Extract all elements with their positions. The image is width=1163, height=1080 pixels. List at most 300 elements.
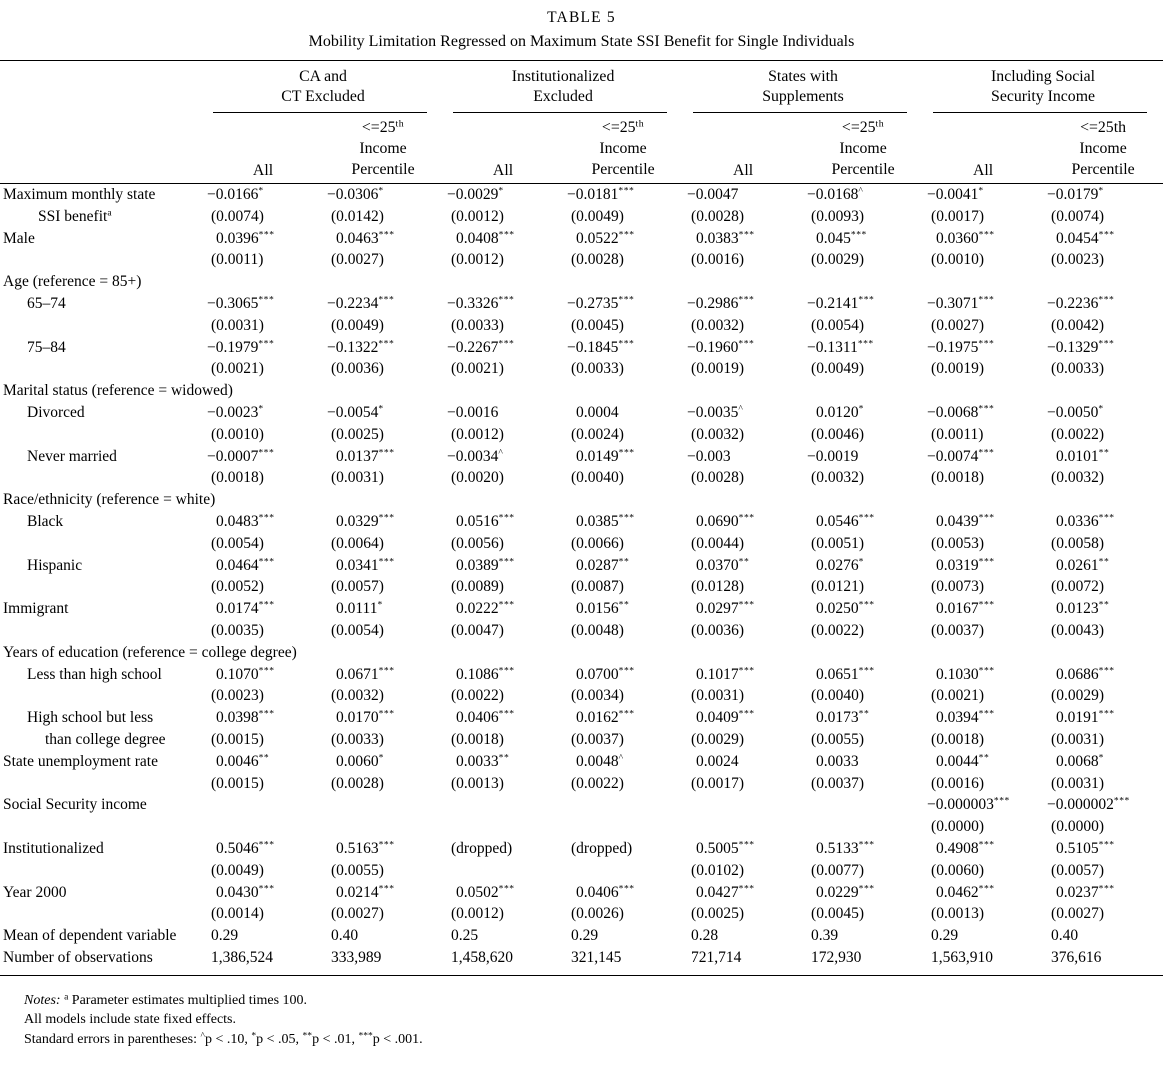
- th-superscript: th: [875, 118, 885, 130]
- se-cell: (0.0027): [1051, 905, 1104, 923]
- row-label: Black: [27, 512, 64, 530]
- significance-marker: ***: [978, 403, 995, 415]
- coef-cell: 0.0464***: [216, 556, 275, 574]
- column-group-row: [0, 61, 1163, 114]
- significance-marker: ***: [498, 556, 515, 568]
- coef-cell: [203, 794, 323, 816]
- coef-cell: 0.0214***: [336, 883, 395, 901]
- significance-marker: *: [1098, 752, 1104, 764]
- significance-marker: ***: [378, 338, 395, 350]
- significance-marker: *: [377, 599, 383, 611]
- se-cell: (0.0128): [691, 578, 744, 596]
- se-cell: (0.0031): [211, 316, 264, 334]
- coef-cell: 0.0406***: [456, 708, 515, 727]
- se-cell: (0.0042): [1051, 316, 1104, 334]
- coef-cell: (dropped): [451, 839, 513, 857]
- significance-marker: *: [978, 185, 984, 197]
- coef-cell: −0.0168^: [807, 185, 864, 203]
- coef-cell: −0.2234***: [327, 294, 395, 312]
- coef-cell: [683, 794, 803, 816]
- section-row: [0, 271, 1163, 293]
- se-cell: (0.0031): [691, 687, 744, 705]
- coefficient-row: [0, 838, 1163, 860]
- significance-marker: ***: [1113, 796, 1130, 808]
- coef-cell: 0.0261**: [1056, 556, 1110, 574]
- coef-cell: 0.0068*: [1056, 752, 1104, 770]
- significance-marker: ***: [738, 665, 755, 677]
- se-cell: (0.0048): [571, 621, 624, 639]
- significance-marker: **: [618, 599, 630, 611]
- coef-cell: 0.0167***: [936, 599, 995, 618]
- coef-cell: 0.0149***: [576, 447, 635, 465]
- coef-cell: 0.0686***: [1056, 665, 1115, 683]
- subcolumn-row: [0, 113, 1163, 184]
- coefficient-row: [0, 293, 1163, 315]
- se-cell: (0.0044): [691, 534, 744, 552]
- se-cell: (0.0022): [1051, 425, 1104, 443]
- se-cell: (0.0045): [811, 905, 864, 923]
- significance-marker: ***: [978, 229, 995, 241]
- se-cell: (0.0028): [331, 774, 384, 792]
- se-cell: (0.0066): [571, 534, 624, 552]
- se-cell: (0.0054): [211, 534, 264, 552]
- coef-cell: 0.045***: [816, 229, 867, 247]
- se-cell: (0.0012): [451, 207, 504, 225]
- significance-marker: ***: [1098, 708, 1115, 720]
- section-row: [0, 642, 1163, 664]
- significance-marker: **: [858, 708, 870, 720]
- se-cell: (0.0036): [331, 360, 384, 378]
- se-cell: (0.0010): [211, 425, 264, 443]
- se-cell: (0.0142): [331, 207, 384, 225]
- coef-cell: 0.0174***: [216, 599, 275, 618]
- significance-marker: ***: [1098, 839, 1115, 851]
- se-cell: (0.0035): [211, 621, 264, 639]
- se-cell: (0.0089): [451, 578, 504, 596]
- section-row: [0, 380, 1163, 402]
- note-superscript: *: [251, 1030, 257, 1041]
- coef-cell: 0.0229***: [816, 883, 875, 901]
- note-line: Standard errors in parentheses: ^p < .10, *p < .05, **p < .01, ***p < .001.: [24, 1030, 423, 1047]
- coefficient-row: [0, 228, 1163, 250]
- significance-marker: *: [858, 556, 864, 568]
- significance-marker: ^: [738, 403, 744, 415]
- significance-marker: ***: [378, 839, 395, 851]
- se-cell: (0.0046): [811, 425, 864, 443]
- significance-marker: *: [1098, 403, 1104, 415]
- coef-cell: 0.0439***: [936, 512, 995, 530]
- coef-cell: −0.1975***: [927, 338, 995, 356]
- stat-cell: 1,563,910: [923, 947, 1043, 975]
- subcol-percentile-3: <=25th Income Percentile: [803, 113, 923, 184]
- stderr-row: [0, 773, 1163, 795]
- significance-marker: ***: [378, 665, 395, 677]
- coefficient-row: [0, 882, 1163, 904]
- significance-marker: *: [378, 185, 384, 197]
- se-cell: (0.0022): [811, 621, 864, 639]
- significance-marker: ***: [738, 512, 755, 524]
- se-cell: (0.0057): [1051, 861, 1104, 879]
- se-cell: (0.0018): [931, 730, 984, 748]
- coef-cell: [323, 794, 443, 816]
- subcol-percentile-2: <=25th Income Percentile: [563, 113, 683, 184]
- se-cell: (0.0020): [451, 469, 504, 487]
- coef-cell: −0.2267***: [447, 338, 515, 356]
- group-header-label: Institutionalized Excluded: [511, 68, 615, 105]
- note-superscript: ^: [200, 1030, 205, 1041]
- significance-marker: **: [618, 556, 630, 568]
- significance-marker: ***: [978, 839, 995, 851]
- group-header-1: [203, 61, 443, 114]
- significance-marker: ***: [258, 512, 275, 524]
- subcol-all-1: All: [203, 113, 323, 184]
- se-cell: (0.0011): [211, 251, 264, 269]
- coefficient-row: [0, 751, 1163, 773]
- se-cell: (0.0027): [331, 251, 384, 269]
- significance-marker: ***: [738, 708, 755, 720]
- stat-cell: 0.39: [811, 927, 839, 945]
- coef-cell: 0.0396***: [216, 229, 275, 247]
- stderr-row: [0, 729, 1163, 751]
- se-cell: (0.0029): [811, 251, 864, 269]
- coefficient-row: [0, 337, 1163, 359]
- coef-cell: −0.0019: [807, 447, 859, 465]
- se-cell: [563, 816, 683, 838]
- stderr-row: [0, 315, 1163, 337]
- coef-cell: [563, 794, 683, 816]
- coef-cell: 0.0383***: [696, 229, 755, 247]
- stat-cell: 376,616: [1043, 947, 1163, 975]
- se-cell: (0.0056): [451, 534, 504, 552]
- significance-marker: ***: [378, 447, 395, 459]
- row-label: Never married: [27, 447, 117, 465]
- coef-cell: 0.0111*: [336, 599, 383, 618]
- row-label-line2: [0, 816, 203, 838]
- coef-cell: 0.1086***: [456, 665, 515, 683]
- stderr-row: [0, 685, 1163, 707]
- coef-cell: −0.0034^: [447, 447, 504, 465]
- significance-marker: ***: [378, 294, 395, 306]
- se-cell: (0.0017): [931, 207, 984, 225]
- stat-cell: 0.28: [691, 927, 719, 945]
- row-label-line2: than college degree: [45, 730, 166, 748]
- section-label: Years of education (reference = college degree): [3, 643, 297, 661]
- significance-marker: ***: [378, 883, 395, 895]
- se-cell: (0.0000): [1051, 818, 1104, 836]
- row-label: State unemployment rate: [3, 752, 158, 770]
- se-cell: (0.0073): [931, 578, 984, 596]
- stat-cell: 0.29: [931, 927, 959, 945]
- coefficient-row: [0, 598, 1163, 620]
- subcol-all-3: All: [683, 113, 803, 184]
- significance-marker: ***: [978, 338, 995, 350]
- significance-marker: ***: [618, 294, 635, 306]
- significance-marker: ***: [1098, 512, 1115, 524]
- coef-cell: 0.0409***: [696, 708, 755, 727]
- summary-row: [0, 925, 1163, 947]
- se-cell: (0.0023): [211, 687, 264, 705]
- coef-cell: (dropped): [571, 839, 633, 857]
- coef-cell: −0.003: [687, 447, 731, 465]
- se-cell: (0.0049): [571, 207, 624, 225]
- row-label-line2: [0, 860, 203, 882]
- se-cell: (0.0016): [691, 251, 744, 269]
- se-cell: (0.0019): [691, 360, 744, 378]
- se-cell: (0.0077): [811, 861, 864, 879]
- significance-marker: ***: [618, 883, 635, 895]
- significance-marker: *: [498, 185, 504, 197]
- coefficient-row: [0, 664, 1163, 686]
- se-cell: (0.0087): [571, 578, 624, 596]
- coef-cell: 0.0170***: [336, 708, 395, 727]
- significance-marker: ^: [498, 447, 504, 459]
- coef-cell: −0.0166*: [207, 185, 264, 203]
- se-cell: (0.0034): [571, 687, 624, 705]
- coef-cell: 0.0319***: [936, 556, 995, 574]
- se-cell: (0.0014): [211, 905, 264, 923]
- significance-marker: ***: [978, 708, 995, 720]
- se-cell: (0.0013): [451, 774, 504, 792]
- significance-marker: ***: [258, 556, 275, 568]
- significance-marker: ***: [978, 294, 995, 306]
- coefficient-row: [0, 511, 1163, 533]
- se-cell: (0.0058): [1051, 534, 1104, 552]
- se-cell: [443, 860, 563, 882]
- se-cell: (0.0037): [931, 621, 984, 639]
- coef-cell: 0.0162***: [576, 708, 635, 727]
- significance-marker: **: [1098, 599, 1110, 611]
- significance-marker: ***: [1098, 665, 1115, 677]
- coef-cell: 0.0463***: [336, 229, 395, 247]
- se-cell: (0.0025): [691, 905, 744, 923]
- coef-cell: 0.0546***: [816, 512, 875, 530]
- coef-cell: 0.1017***: [696, 665, 755, 683]
- coef-cell: −0.0054*: [327, 403, 384, 421]
- significance-marker: **: [498, 752, 510, 764]
- se-cell: (0.0049): [331, 316, 384, 334]
- row-label-line2: [0, 773, 203, 795]
- row-label: High school but less: [27, 709, 154, 727]
- se-cell: (0.0121): [811, 578, 864, 596]
- coef-cell: 0.0385***: [576, 512, 635, 530]
- significance-marker: ***: [738, 599, 755, 611]
- stat-cell: 0.25: [451, 927, 479, 945]
- coef-cell: 0.0690***: [696, 512, 755, 530]
- coef-cell: 0.0651***: [816, 665, 875, 683]
- se-cell: (0.0015): [211, 774, 264, 792]
- se-cell: (0.0027): [931, 316, 984, 334]
- se-cell: (0.0102): [691, 861, 744, 879]
- se-cell: (0.0033): [571, 360, 624, 378]
- significance-marker: ***: [618, 229, 635, 241]
- coef-cell: 0.0483***: [216, 512, 275, 530]
- coef-cell: 0.0406***: [576, 883, 635, 901]
- coef-cell: 0.5105***: [1056, 839, 1115, 857]
- se-cell: (0.0043): [1051, 621, 1104, 639]
- coef-cell: 0.0522***: [576, 229, 635, 247]
- coef-cell: −0.0050*: [1047, 403, 1104, 421]
- coef-cell: −0.000003***: [927, 796, 1010, 814]
- table-number: TABLE 5: [547, 9, 616, 26]
- stub-cell: [0, 61, 203, 114]
- coef-cell: −0.2141***: [807, 294, 875, 312]
- row-label-line2: [0, 315, 203, 337]
- coef-cell: 0.0370**: [696, 556, 750, 574]
- se-cell: (0.0049): [211, 861, 264, 879]
- se-cell: (0.0049): [811, 360, 864, 378]
- coef-cell: 0.0502***: [456, 883, 515, 901]
- section-row: [0, 489, 1163, 511]
- significance-marker: ***: [258, 447, 275, 459]
- significance-marker: ***: [850, 229, 867, 241]
- se-cell: (0.0040): [571, 469, 624, 487]
- coef-cell: 0.0427***: [696, 883, 755, 901]
- se-cell: [563, 860, 683, 882]
- significance-marker: ^: [858, 185, 864, 197]
- stderr-row: [0, 206, 1163, 228]
- se-cell: (0.0031): [1051, 730, 1104, 748]
- significance-marker: ***: [858, 665, 875, 677]
- stat-cell: 0.29: [211, 927, 239, 945]
- significance-marker: ***: [498, 338, 515, 350]
- stub-cell: [0, 113, 203, 184]
- row-label: Immigrant: [3, 600, 69, 618]
- coef-cell: 0.0671***: [336, 665, 395, 683]
- stderr-row: [0, 576, 1163, 598]
- coef-cell: 0.0341***: [336, 556, 395, 574]
- se-cell: (0.0012): [451, 425, 504, 443]
- se-cell: (0.0032): [691, 425, 744, 443]
- row-label-line2: [0, 424, 203, 446]
- group-header-4: [923, 61, 1163, 114]
- significance-marker: ***: [978, 599, 995, 611]
- subcol-percentile-1: <=25th Income Percentile: [323, 113, 443, 184]
- significance-marker: ***: [618, 447, 635, 459]
- se-cell: (0.0023): [1051, 251, 1104, 269]
- significance-marker: ***: [378, 229, 395, 241]
- significance-marker: ***: [857, 338, 874, 350]
- se-cell: (0.0022): [571, 774, 624, 792]
- se-cell: (0.0026): [571, 905, 624, 923]
- significance-marker: ***: [498, 229, 515, 241]
- coef-cell: 0.0173**: [816, 708, 870, 727]
- section-label: Race/ethnicity (reference = white): [3, 491, 216, 509]
- coef-cell: −0.0041*: [927, 185, 984, 203]
- coef-cell: 0.4908***: [936, 839, 995, 857]
- group-header-2: [443, 61, 683, 114]
- coef-cell: −0.0035^: [687, 403, 744, 421]
- coef-cell: −0.0029*: [447, 185, 504, 203]
- se-cell: (0.0055): [331, 861, 384, 879]
- significance-marker: ***: [978, 447, 995, 459]
- row-label-line2: [0, 467, 203, 489]
- stat-cell: 721,714: [683, 947, 803, 975]
- coef-cell: −0.3071***: [927, 294, 995, 312]
- coef-cell: 0.0024: [696, 752, 739, 770]
- row-label: Male: [3, 229, 35, 247]
- significance-marker: *: [258, 185, 264, 197]
- significance-marker: ***: [618, 665, 635, 677]
- note-superscript: ***: [358, 1030, 373, 1041]
- significance-marker: ***: [978, 665, 995, 677]
- summary-row: [0, 947, 1163, 975]
- row-label-line2: [0, 903, 203, 925]
- coefficient-row: [0, 446, 1163, 468]
- se-cell: [323, 816, 443, 838]
- significance-marker: ***: [498, 599, 515, 611]
- significance-marker: *: [258, 403, 264, 415]
- table-notes: [24, 991, 1163, 1050]
- coef-cell: 0.5005***: [696, 839, 755, 857]
- coef-cell: 0.0120*: [816, 403, 864, 421]
- note-superscript: a: [64, 991, 69, 1002]
- significance-marker: ***: [993, 796, 1010, 808]
- coef-cell: 0.0408***: [456, 229, 515, 247]
- significance-marker: ***: [498, 708, 515, 720]
- row-label: Divorced: [27, 403, 85, 421]
- group-header-3: [683, 61, 923, 114]
- significance-marker: ***: [258, 229, 275, 241]
- significance-marker: ***: [498, 512, 515, 524]
- significance-marker: ***: [498, 883, 515, 895]
- se-cell: (0.0072): [1051, 578, 1104, 596]
- se-cell: (0.0033): [331, 730, 384, 748]
- coef-cell: −0.1322***: [327, 338, 395, 356]
- coef-cell: 0.0237***: [1056, 883, 1115, 901]
- row-label: Hispanic: [27, 556, 83, 574]
- row-label: Social Security income: [3, 796, 147, 814]
- significance-marker: ***: [1098, 294, 1115, 306]
- significance-marker: ***: [258, 665, 275, 677]
- se-cell: (0.0024): [571, 425, 624, 443]
- significance-marker: ***: [618, 185, 635, 197]
- se-cell: (0.0074): [1051, 207, 1104, 225]
- coef-cell: −0.1311***: [807, 338, 874, 356]
- significance-marker: ***: [858, 599, 875, 611]
- row-label-line2: [0, 358, 203, 380]
- stderr-row: [0, 467, 1163, 489]
- se-cell: (0.0074): [211, 207, 264, 225]
- stderr-row: [0, 860, 1163, 882]
- section-label: Marital status (reference = widowed): [3, 382, 233, 400]
- se-cell: (0.0033): [1051, 360, 1104, 378]
- se-cell: (0.0012): [451, 251, 504, 269]
- significance-marker: ***: [258, 708, 275, 720]
- group-header-label: CA and CT Excluded: [281, 68, 365, 105]
- significance-marker: ***: [258, 883, 275, 895]
- coef-cell: −0.1845***: [567, 338, 635, 356]
- coefficient-row: [0, 402, 1163, 424]
- coef-cell: 0.0123**: [1056, 599, 1110, 618]
- significance-marker: **: [738, 556, 750, 568]
- coef-cell: 0.0398***: [216, 708, 275, 727]
- coefficient-row: [0, 707, 1163, 729]
- coef-cell: 0.0360***: [936, 229, 995, 247]
- stat-cell: 1,458,620: [443, 947, 563, 975]
- stderr-row: [0, 533, 1163, 555]
- se-cell: (0.0036): [691, 621, 744, 639]
- se-cell: (0.0047): [451, 621, 504, 639]
- coef-cell: −0.0023*: [207, 403, 264, 421]
- se-cell: (0.0022): [451, 687, 504, 705]
- row-label-line2: SSI benefit$^a$: [38, 207, 112, 225]
- coef-cell: 0.0454***: [1056, 229, 1115, 247]
- significance-marker: ***: [1098, 883, 1115, 895]
- se-cell: (0.0032): [1051, 469, 1104, 487]
- significance-marker: ***: [738, 294, 755, 306]
- coef-cell: 0.5046***: [216, 839, 275, 857]
- significance-marker: ***: [618, 338, 635, 350]
